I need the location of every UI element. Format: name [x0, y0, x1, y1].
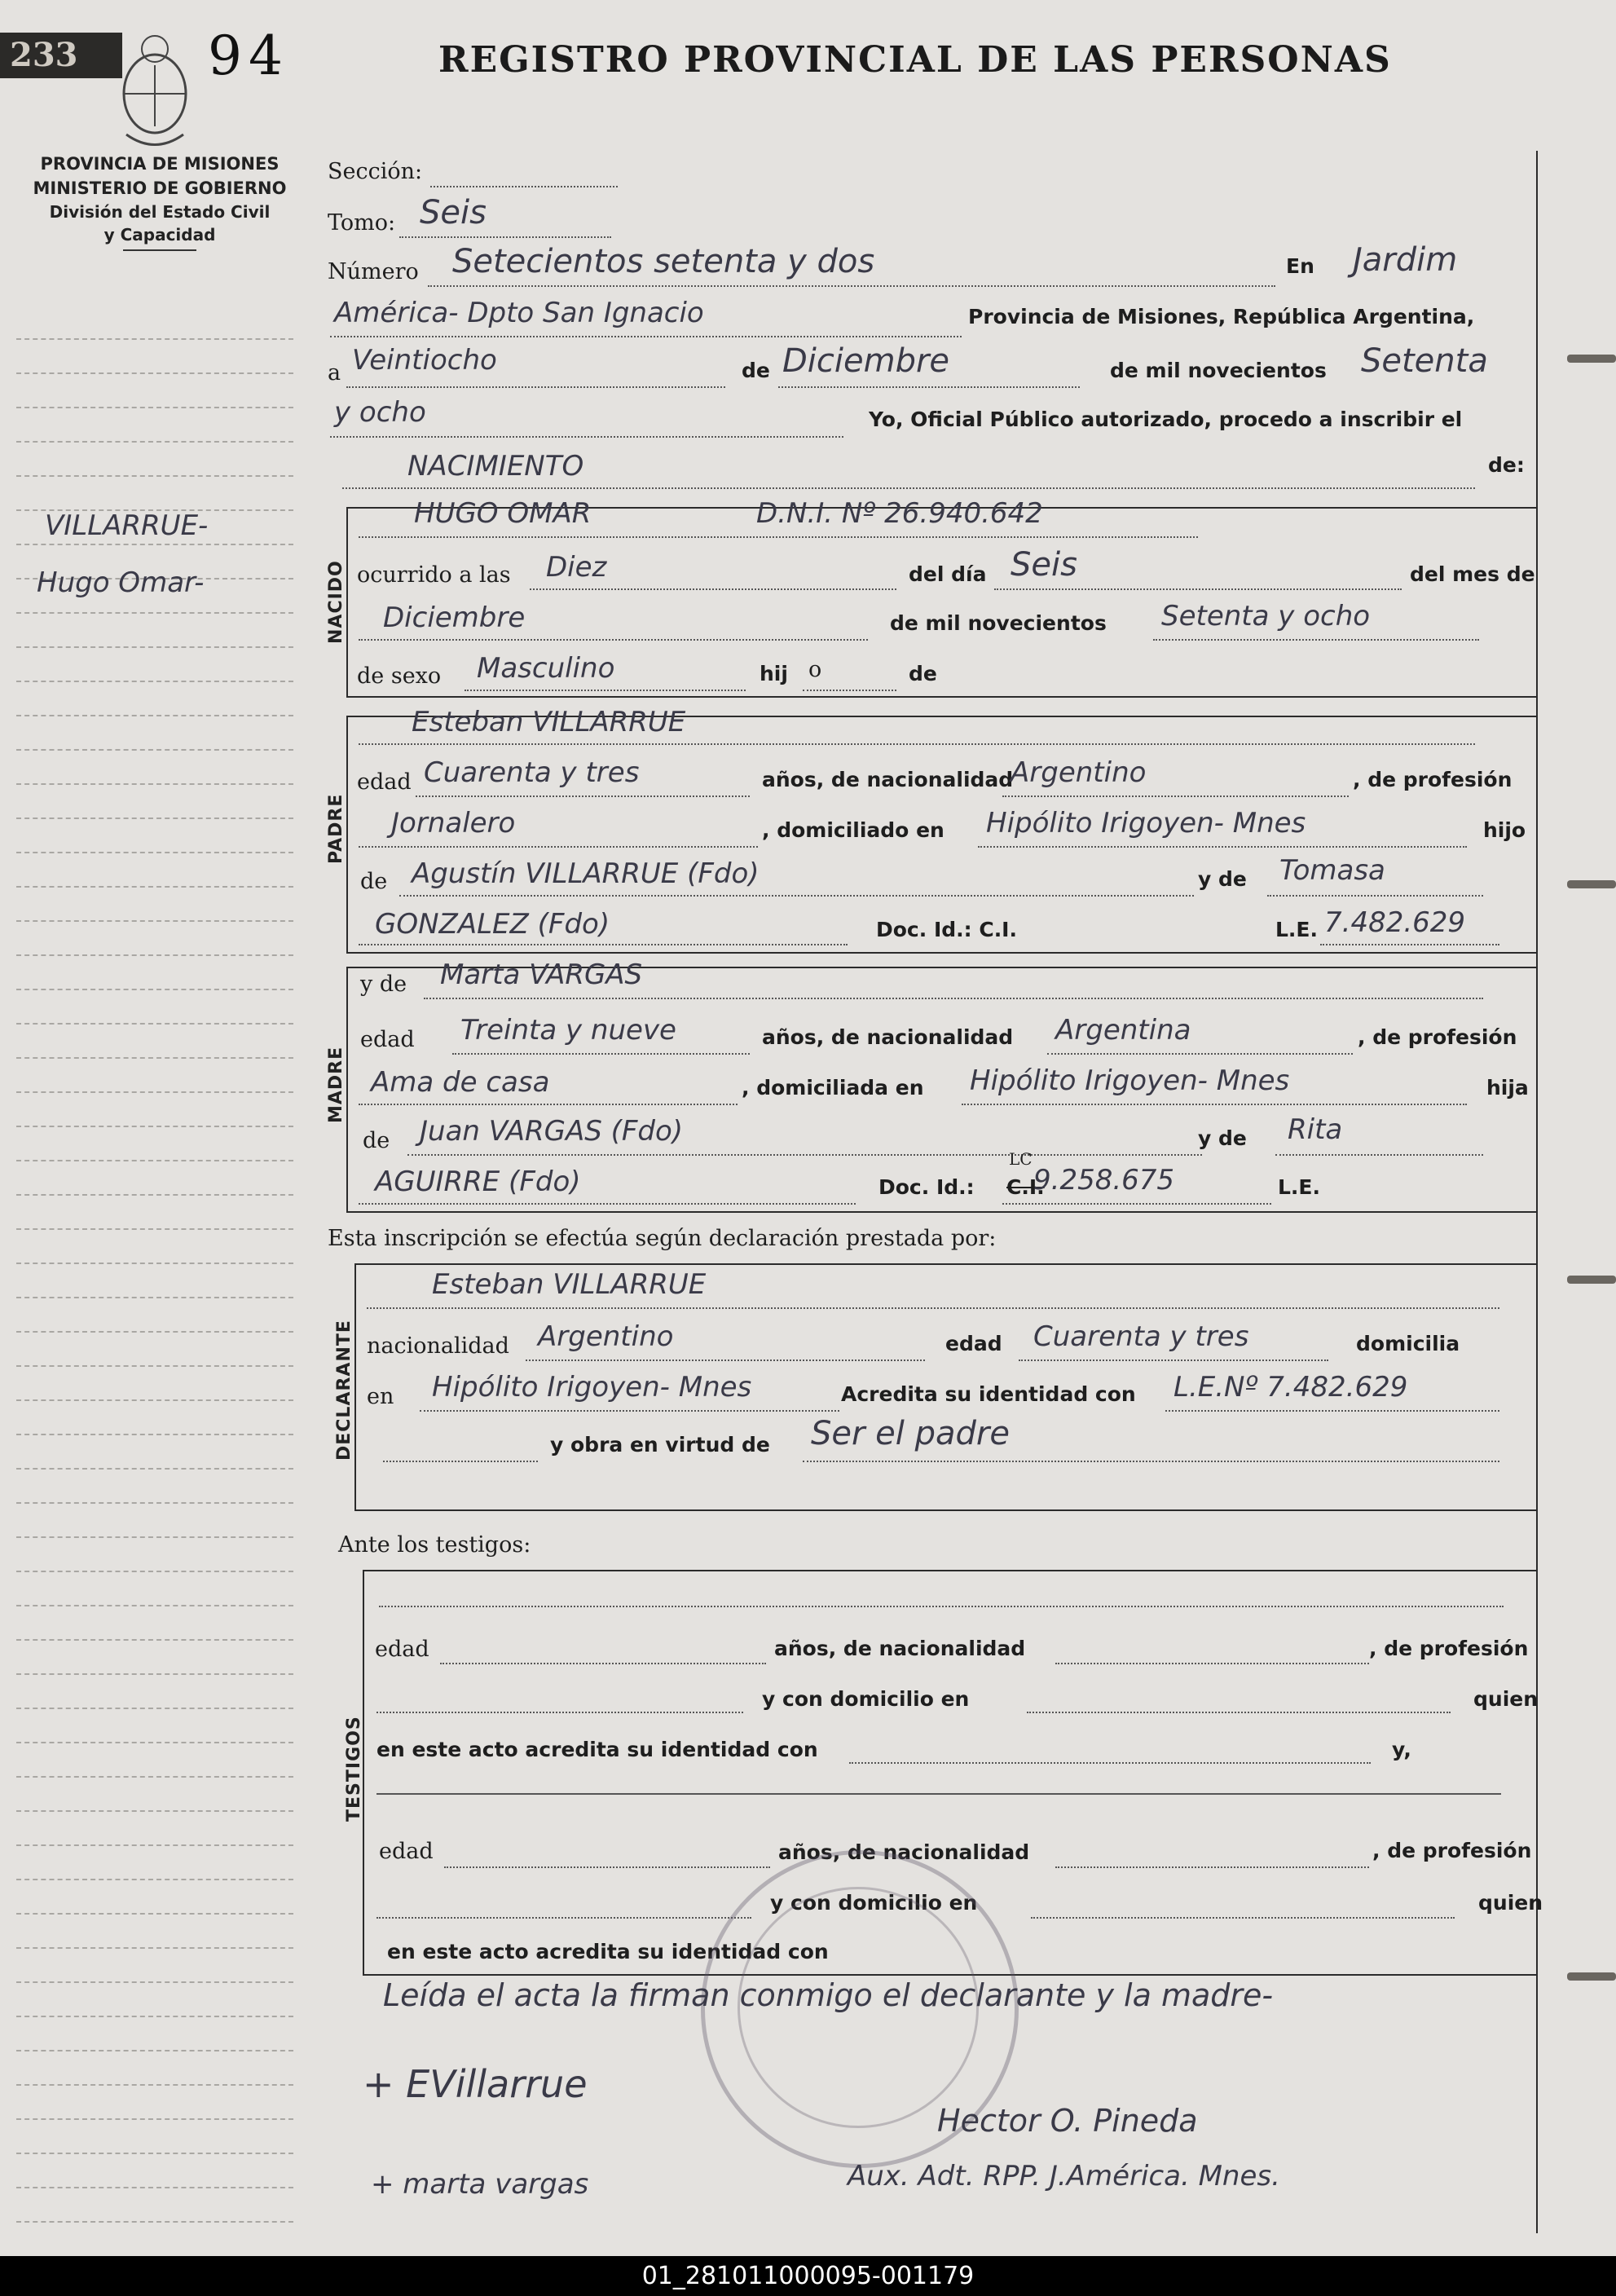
padre-nacionalidad: Argentino	[1011, 756, 1147, 789]
gutter-line	[16, 1399, 293, 1401]
padre-mother-1: Tomasa	[1279, 854, 1385, 887]
year-value-1: Setenta	[1361, 342, 1488, 380]
dotted-line	[1275, 1154, 1483, 1156]
gutter-line	[16, 920, 293, 922]
gutter-line	[16, 1297, 293, 1298]
dotted-line	[1002, 795, 1349, 797]
padre-le-label: L.E.	[1275, 918, 1319, 941]
declarante-intro: Esta inscripción se efectúa según declaración prestada por:	[328, 1226, 997, 1251]
dotted-line	[440, 1663, 766, 1664]
gutter-line	[16, 1502, 293, 1504]
padre-profesion: Jornalero	[391, 807, 516, 840]
gutter-line	[16, 646, 293, 648]
dotted-line	[399, 236, 611, 238]
gutter-line	[16, 1228, 293, 1230]
gutter-line	[16, 1023, 293, 1025]
dotted-line	[424, 998, 1483, 999]
padre-name: Esteban VILLARRUE	[412, 706, 686, 738]
gutter-line	[16, 749, 293, 751]
madre-edad-label: edad	[360, 1027, 415, 1052]
dotted-line	[367, 1307, 1499, 1309]
sexo-label: de sexo	[357, 663, 442, 689]
province-text: Provincia de Misiones, República Argentina,	[968, 305, 1475, 328]
place-value-2: América- Dpto San Ignacio	[334, 297, 704, 329]
gutter-line	[16, 2084, 293, 2086]
coat-of-arms-icon	[110, 24, 200, 155]
declarante-nac-label: nacionalidad	[367, 1333, 509, 1359]
numero-value: Setecientos setenta y dos	[452, 243, 875, 280]
month-value: Diciembre	[782, 342, 950, 380]
padre-domicilio: Hipólito Irigoyen- Mnes	[986, 807, 1306, 840]
gutter-line	[16, 852, 293, 853]
declarante-obra: Ser el padre	[811, 1415, 1010, 1452]
ocurrido-label: ocurrido a las	[357, 562, 511, 588]
dotted-line	[379, 1606, 1504, 1607]
gutter-line	[16, 475, 293, 477]
binder-ring	[1567, 1276, 1616, 1284]
padre-nac-label: años, de nacionalidad	[762, 768, 1014, 791]
closing-text: Leída el acta la firman conmigo el declarante y la madre-	[383, 1977, 1274, 2013]
signature-official: Hector O. Pineda	[937, 2103, 1198, 2139]
agency-line: y Capacidad	[103, 225, 216, 245]
gutter-line	[16, 989, 293, 990]
agency-block	[18, 152, 302, 251]
madre-hija-label: hija	[1486, 1076, 1529, 1100]
dotted-line	[1047, 1053, 1353, 1055]
declarante-name: Esteban VILLARRUE	[432, 1268, 707, 1301]
declarante-edad: Cuarenta y tres	[1033, 1320, 1249, 1353]
dotted-line	[346, 386, 725, 388]
dotted-line	[978, 846, 1467, 848]
declarante-obra-label: y obra en virtud de	[550, 1433, 770, 1456]
binder-ring	[1567, 355, 1616, 363]
dotted-line	[1165, 1410, 1499, 1412]
madre-y-de2-label: y de	[1198, 1126, 1247, 1150]
gutter-line	[16, 1673, 293, 1675]
folio-stamp: 233	[0, 33, 122, 78]
hij-label: hij	[760, 662, 788, 685]
gutter-line	[16, 544, 293, 545]
dotted-line	[359, 743, 1475, 745]
gutter-line	[16, 1810, 293, 1812]
testigo1-prof-label: , de profesión	[1369, 1637, 1529, 1660]
dotted-line	[342, 487, 1475, 489]
gutter-line	[16, 1057, 293, 1059]
gutter-line	[16, 407, 293, 408]
dotted-line	[1055, 1866, 1369, 1868]
gutter-line	[16, 338, 293, 340]
hij-value: o	[808, 657, 822, 682]
dotted-line	[430, 186, 618, 187]
margin-given-name: Hugo Omar-	[37, 566, 205, 599]
dotted-line	[526, 1360, 925, 1361]
tomo-value: Seis	[420, 194, 487, 231]
gutter-line	[16, 1263, 293, 1264]
declarante-section-label: DECLARANTE	[334, 1320, 354, 1461]
testigo1-nac-label: años, de nacionalidad	[774, 1637, 1026, 1660]
padre-edad-label: edad	[357, 769, 412, 795]
dotted-line	[1267, 895, 1483, 897]
gutter-line	[16, 1434, 293, 1435]
dotted-line	[359, 1203, 856, 1205]
dotted-line	[444, 1866, 770, 1868]
madre-de-label: de	[363, 1128, 390, 1153]
declarante-acredita-label: Acredita su identidad con	[841, 1382, 1136, 1406]
gutter-line	[16, 1091, 293, 1093]
testigo2-nac-label: años, de nacionalidad	[778, 1840, 1030, 1864]
place-value-1: Jardim	[1353, 241, 1458, 279]
dotted-line	[1153, 639, 1479, 641]
testigo2-acredita-label: en este acto acredita su identidad con	[387, 1940, 829, 1963]
dotted-line	[1031, 1917, 1455, 1919]
nacido-year: Setenta y ocho	[1161, 600, 1371, 632]
dotted-line	[994, 588, 1402, 590]
signature-declarante: + EVillarrue	[363, 2062, 588, 2106]
padre-de-label: de	[360, 869, 388, 894]
madre-doc-value: 9.258.675	[1033, 1164, 1175, 1196]
dotted-line	[330, 336, 962, 337]
madre-y-de-label: y de	[360, 972, 407, 997]
padre-prof-label: , de profesión	[1353, 768, 1513, 791]
del-mes-label: del mes de	[1410, 562, 1535, 586]
dotted-line	[359, 536, 1198, 538]
madre-mother-1: Rita	[1288, 1113, 1343, 1146]
madre-domicilio: Hipólito Irigoyen- Mnes	[970, 1064, 1290, 1097]
madre-nac-label: años, de nacionalidad	[762, 1025, 1014, 1049]
gutter-line	[16, 2050, 293, 2051]
testigo2-prof-label: , de profesión	[1372, 1839, 1532, 1862]
margin-surname: VILLARRUE-	[45, 509, 209, 542]
madre-doc-label: Doc. Id.:	[878, 1175, 975, 1199]
page-title: REGISTRO PROVINCIAL DE LAS PERSONAS	[438, 39, 1392, 81]
binder-ring	[1567, 1972, 1616, 1981]
nacido-hour: Diez	[546, 551, 607, 584]
dotted-line	[359, 639, 868, 641]
gutter-line	[16, 681, 293, 682]
padre-edad: Cuarenta y tres	[424, 756, 640, 789]
gutter-line	[16, 715, 293, 716]
padre-y-de-label: y de	[1198, 867, 1247, 891]
gutter-line	[16, 372, 293, 374]
gutter-line	[16, 2187, 293, 2188]
dotted-line	[530, 588, 896, 590]
en-label: En	[1286, 254, 1314, 278]
declarante-identidad: L.E.Nº 7.482.629	[1173, 1371, 1408, 1404]
nacido-dni: D.N.I. Nº 26.940.642	[756, 497, 1043, 530]
gutter-line	[16, 2153, 293, 2154]
dotted-line	[465, 690, 746, 691]
dotted-line	[1055, 1663, 1369, 1664]
tomo-label: Tomo:	[328, 210, 396, 236]
act-type: NACIMIENTO	[407, 450, 584, 483]
testigo1-edad-label: edad	[375, 1637, 429, 1662]
official-title: Aux. Adt. RPP. J.América. Mnes.	[848, 2160, 1280, 2192]
signature-madre: + marta vargas	[371, 2168, 589, 2201]
madre-father: Juan VARGAS (Fdo)	[420, 1115, 684, 1148]
gutter-line	[16, 817, 293, 819]
madre-doc-struck: C.I.	[1006, 1175, 1045, 1199]
dotted-line	[376, 1917, 751, 1919]
dotted-line	[803, 690, 896, 691]
gutter-line	[16, 954, 293, 956]
dotted-line	[420, 1410, 839, 1412]
official-text: Yo, Oficial Público autorizado, procedo a inscribir el	[869, 408, 1463, 431]
padre-dom-label: , domiciliado en	[762, 818, 945, 842]
padre-father: Agustín VILLARRUE (Fdo)	[412, 857, 760, 890]
nacido-name: HUGO OMAR	[414, 497, 592, 530]
gutter-line	[16, 783, 293, 785]
gutter-line	[16, 1981, 293, 1983]
day-value: Veintiocho	[352, 344, 497, 377]
dotted-line	[359, 944, 848, 945]
year-prefix: de mil novecientos	[1110, 359, 1327, 382]
madre-section-label: MADRE	[326, 1046, 346, 1123]
padre-mother-2: GONZALEZ (Fdo)	[375, 908, 610, 941]
madre-mother-2: AGUIRRE (Fdo)	[375, 1166, 581, 1198]
gutter-line	[16, 1879, 293, 1880]
madre-le-label: L.E.	[1278, 1175, 1321, 1199]
declarante-en-label: en	[367, 1384, 394, 1409]
dotted-line	[849, 1762, 1371, 1764]
gutter-line	[16, 2016, 293, 2017]
nacido-year-label: de mil novecientos	[890, 611, 1107, 635]
gutter-line	[16, 2221, 293, 2223]
gutter-line	[16, 1913, 293, 1915]
agency-line: MINISTERIO DE GOBIERNO	[33, 178, 287, 198]
madre-name: Marta VARGAS	[440, 959, 643, 991]
gutter-line	[16, 1844, 293, 1846]
gutter-line	[16, 1194, 293, 1196]
gutter-line	[16, 1605, 293, 1606]
folio-number: 94	[208, 24, 289, 87]
dotted-line	[376, 1712, 743, 1713]
dotted-line	[1019, 1360, 1328, 1361]
separator-line	[376, 1793, 1501, 1795]
nacido-month: Diciembre	[383, 602, 526, 634]
madre-prof-label: , de profesión	[1358, 1025, 1517, 1049]
agency-line: PROVINCIA DE MISIONES	[40, 154, 280, 174]
nacido-de-label: de	[909, 662, 937, 685]
testigo2-edad-label: edad	[379, 1839, 434, 1864]
dotted-line	[778, 386, 1080, 388]
padre-le-value: 7.482.629	[1324, 906, 1466, 939]
gutter-line	[16, 1160, 293, 1161]
declarante-dom-label: domicilia	[1356, 1332, 1460, 1355]
gutter-line	[16, 1947, 293, 1949]
dotted-line	[452, 1053, 750, 1055]
a-label: a	[328, 360, 341, 386]
gutter-line	[16, 1776, 293, 1778]
agency-rule	[123, 249, 196, 251]
gutter-line	[16, 1571, 293, 1572]
gutter-line	[16, 1331, 293, 1333]
testigos-section-label: TESTIGOS	[344, 1716, 364, 1822]
dotted-line	[962, 1104, 1467, 1105]
gutter-line	[16, 1639, 293, 1641]
declarante-nacionalidad: Argentino	[538, 1320, 674, 1353]
padre-doc-label: Doc. Id.: C.I.	[876, 918, 1017, 941]
testigo2-quien-label: quien	[1478, 1891, 1543, 1915]
dotted-line	[416, 795, 750, 797]
dotted-line	[1027, 1712, 1451, 1713]
declarante-domicilio: Hipólito Irigoyen- Mnes	[432, 1371, 752, 1404]
testigo2-dom-label: y con domicilio en	[770, 1891, 978, 1915]
de-colon-label: de:	[1488, 453, 1525, 477]
nacido-section-label: NACIDO	[326, 560, 346, 644]
dotted-line	[359, 846, 758, 848]
gutter-line	[16, 1468, 293, 1470]
gutter-line	[16, 1126, 293, 1127]
gutter-line	[16, 886, 293, 888]
numero-label: Número	[328, 259, 419, 284]
gutter-line	[16, 441, 293, 443]
agency-line: División del Estado Civil	[49, 202, 271, 222]
dotted-line	[383, 1461, 538, 1462]
testigo1-dom-label: y con domicilio en	[762, 1687, 970, 1711]
footer-filename: 01_281011000095-001179	[0, 2256, 1616, 2296]
gutter-line	[16, 1742, 293, 1743]
de-label: de	[742, 359, 770, 382]
dotted-line	[330, 436, 843, 438]
del-dia-label: del día	[909, 562, 987, 586]
testigo1-quien-label: quien	[1473, 1687, 1539, 1711]
madre-edad: Treinta y nueve	[460, 1014, 676, 1047]
nacido-sexo: Masculino	[477, 652, 615, 685]
dotted-line	[428, 285, 1275, 287]
testigos-intro: Ante los testigos:	[338, 1532, 531, 1558]
dotted-line	[359, 1104, 738, 1105]
dotted-line	[399, 895, 1194, 897]
gutter-line	[16, 2118, 293, 2120]
gutter-line	[16, 1365, 293, 1367]
padre-section-label: PADRE	[326, 793, 346, 864]
padre-hijo-label: hijo	[1483, 818, 1526, 842]
seccion-label: Sección:	[328, 159, 423, 184]
madre-nacionalidad: Argentina	[1055, 1014, 1191, 1047]
declarante-edad-label: edad	[945, 1332, 1002, 1355]
testigo1-y-label: y,	[1392, 1738, 1411, 1761]
dotted-line	[1002, 1203, 1271, 1205]
testigo1-acredita-label: en este acto acredita su identidad con	[376, 1738, 818, 1761]
madre-profesion: Ama de casa	[371, 1066, 550, 1099]
binder-ring	[1567, 880, 1616, 888]
gutter-line	[16, 612, 293, 614]
madre-doc-type: LC	[1009, 1149, 1033, 1169]
gutter-line	[16, 1708, 293, 1709]
dotted-line	[1320, 944, 1499, 945]
nacido-day: Seis	[1011, 546, 1077, 584]
dotted-line	[803, 1461, 1499, 1462]
madre-dom-label: , domiciliada en	[742, 1076, 924, 1100]
gutter-line	[16, 1536, 293, 1538]
dotted-line	[407, 1154, 1202, 1156]
year-value-2: y ocho	[334, 396, 426, 429]
